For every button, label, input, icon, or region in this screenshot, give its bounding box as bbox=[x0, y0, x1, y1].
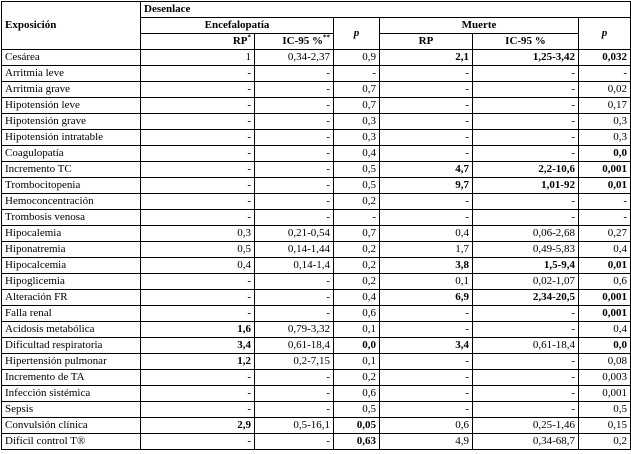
cell-ic1: 0,21-0,54 bbox=[255, 226, 334, 242]
row-label: Hipotensión grave bbox=[2, 114, 141, 130]
cell-rp2: 4,9 bbox=[380, 434, 473, 450]
cell-p1: 0,3 bbox=[334, 130, 380, 146]
cell-ic1: - bbox=[255, 98, 334, 114]
ic-footnote-mark: ** bbox=[323, 33, 330, 42]
cell-p1: 0,2 bbox=[334, 242, 380, 258]
cell-rp1: - bbox=[141, 114, 255, 130]
ic-header-1 bbox=[255, 34, 334, 50]
cell-rp1: - bbox=[141, 306, 255, 322]
cell-rp1: - bbox=[141, 66, 255, 82]
table-row bbox=[2, 322, 631, 338]
cell-rp2: - bbox=[380, 114, 473, 130]
cell-p2: 0,3 bbox=[579, 114, 631, 130]
row-label: Cesárea bbox=[2, 50, 141, 66]
cell-p1: 0,3 bbox=[334, 114, 380, 130]
cell-rp1: 0,3 bbox=[141, 226, 255, 242]
cell-ic2: 0,61-18,4 bbox=[473, 338, 579, 354]
cell-ic2: - bbox=[473, 370, 579, 386]
cell-ic2: 2,34-20,5 bbox=[473, 290, 579, 306]
cell-p1: 0,63 bbox=[334, 434, 380, 450]
cell-p1: 0,0 bbox=[334, 338, 380, 354]
cell-rp1: - bbox=[141, 386, 255, 402]
cell-ic2: 0,25-1,46 bbox=[473, 418, 579, 434]
cell-ic2: 2,2-10,6 bbox=[473, 162, 579, 178]
cell-p2: 0,6 bbox=[579, 274, 631, 290]
cell-rp1: - bbox=[141, 146, 255, 162]
cell-ic1: - bbox=[255, 274, 334, 290]
cell-p1: - bbox=[334, 210, 380, 226]
cell-ic2: 0,34-68,7 bbox=[473, 434, 579, 450]
cell-ic2: - bbox=[473, 354, 579, 370]
cell-ic1: 0,5-16,1 bbox=[255, 418, 334, 434]
cell-p2: - bbox=[579, 66, 631, 82]
cell-p2: 0,001 bbox=[579, 386, 631, 402]
cell-p1: 0,1 bbox=[334, 322, 380, 338]
cell-p2: 0,5 bbox=[579, 402, 631, 418]
cell-p2: 0,27 bbox=[579, 226, 631, 242]
row-label: Alteración FR bbox=[2, 290, 141, 306]
cell-ic1: - bbox=[255, 66, 334, 82]
cell-rp2: 0,4 bbox=[380, 226, 473, 242]
cell-p2: 0,2 bbox=[579, 434, 631, 450]
cell-p2: 0,01 bbox=[579, 258, 631, 274]
cell-ic1: - bbox=[255, 82, 334, 98]
row-label: Incremento TC bbox=[2, 162, 141, 178]
cell-p2: 0,001 bbox=[579, 162, 631, 178]
cell-p2: 0,01 bbox=[579, 178, 631, 194]
cell-ic2: - bbox=[473, 66, 579, 82]
table-row bbox=[2, 210, 631, 226]
cell-rp1: 1,2 bbox=[141, 354, 255, 370]
cell-ic2: - bbox=[473, 194, 579, 210]
cell-rp2: - bbox=[380, 210, 473, 226]
cell-ic1: - bbox=[255, 402, 334, 418]
cell-p1: 0,9 bbox=[334, 50, 380, 66]
cell-ic1: - bbox=[255, 178, 334, 194]
cell-rp2: - bbox=[380, 130, 473, 146]
cell-rp1: - bbox=[141, 82, 255, 98]
table-row bbox=[2, 50, 631, 66]
row-label: Coagulopatía bbox=[2, 146, 141, 162]
table-row bbox=[2, 290, 631, 306]
table-row bbox=[2, 114, 631, 130]
cell-rp2: 9,7 bbox=[380, 178, 473, 194]
cell-rp2: 4,7 bbox=[380, 162, 473, 178]
row-label: Hipotensión leve bbox=[2, 98, 141, 114]
row-label: Hiponatremia bbox=[2, 242, 141, 258]
cell-ic1: 0,61-18,4 bbox=[255, 338, 334, 354]
table-row bbox=[2, 274, 631, 290]
cell-ic2: - bbox=[473, 146, 579, 162]
cell-rp1: - bbox=[141, 98, 255, 114]
cell-p1: 0,5 bbox=[334, 162, 380, 178]
cell-rp2: - bbox=[380, 386, 473, 402]
cell-rp1: - bbox=[141, 290, 255, 306]
table-row bbox=[2, 98, 631, 114]
cell-ic2: 1,5-9,4 bbox=[473, 258, 579, 274]
group-muerte-header: Muerte bbox=[380, 18, 579, 34]
cell-p1: 0,7 bbox=[334, 226, 380, 242]
row-label: Trombocitopenia bbox=[2, 178, 141, 194]
cell-rp1: 3,4 bbox=[141, 338, 255, 354]
row-label: Hipocalemia bbox=[2, 226, 141, 242]
cell-ic1: 0,14-1,44 bbox=[255, 242, 334, 258]
cell-rp1: - bbox=[141, 370, 255, 386]
cell-rp2: - bbox=[380, 82, 473, 98]
cell-rp2: 6,9 bbox=[380, 290, 473, 306]
cell-ic1: - bbox=[255, 130, 334, 146]
cell-p1: 0,05 bbox=[334, 418, 380, 434]
cell-rp1: - bbox=[141, 162, 255, 178]
cell-p1: 0,4 bbox=[334, 290, 380, 306]
cell-p2: 0,4 bbox=[579, 242, 631, 258]
cell-rp1: 2,9 bbox=[141, 418, 255, 434]
ic-header-2: IC-95 % bbox=[473, 34, 579, 50]
table-row bbox=[2, 178, 631, 194]
table-body bbox=[2, 50, 631, 450]
rp-header-1 bbox=[141, 34, 255, 50]
cell-p1: 0,2 bbox=[334, 274, 380, 290]
cell-p1: 0,2 bbox=[334, 194, 380, 210]
cell-rp2: - bbox=[380, 146, 473, 162]
cell-rp1: 1,6 bbox=[141, 322, 255, 338]
row-label: Convulsión clínica bbox=[2, 418, 141, 434]
cell-ic1: - bbox=[255, 194, 334, 210]
table-row bbox=[2, 402, 631, 418]
row-label: Falla renal bbox=[2, 306, 141, 322]
cell-p2: 0,08 bbox=[579, 354, 631, 370]
cell-p2: - bbox=[579, 210, 631, 226]
row-label: Sepsis bbox=[2, 402, 141, 418]
cell-rp1: 0,5 bbox=[141, 242, 255, 258]
cell-p2: 0,001 bbox=[579, 290, 631, 306]
row-label: Dificultad respiratoria bbox=[2, 338, 141, 354]
rp-header-2: RP bbox=[380, 34, 473, 50]
row-label: Arritmia grave bbox=[2, 82, 141, 98]
outcome-header: Desenlace bbox=[141, 2, 631, 18]
table-row bbox=[2, 66, 631, 82]
cell-ic1: - bbox=[255, 434, 334, 450]
cell-p1: 0,2 bbox=[334, 370, 380, 386]
cell-ic1: 0,79-3,32 bbox=[255, 322, 334, 338]
cell-ic1: - bbox=[255, 162, 334, 178]
cell-rp2: - bbox=[380, 354, 473, 370]
cell-rp2: 0,6 bbox=[380, 418, 473, 434]
cell-p2: 0,15 bbox=[579, 418, 631, 434]
cell-rp2: - bbox=[380, 98, 473, 114]
cell-ic2: 0,02-1,07 bbox=[473, 274, 579, 290]
cell-ic1: 0,14-1,4 bbox=[255, 258, 334, 274]
row-label: Hipertensión pulmonar bbox=[2, 354, 141, 370]
cell-ic1: - bbox=[255, 306, 334, 322]
cell-rp1: - bbox=[141, 274, 255, 290]
cell-rp1: - bbox=[141, 194, 255, 210]
cell-ic1: - bbox=[255, 370, 334, 386]
row-label: Difícil control T® bbox=[2, 434, 141, 450]
cell-rp2: 3,8 bbox=[380, 258, 473, 274]
table-row bbox=[2, 226, 631, 242]
cell-p2: - bbox=[579, 194, 631, 210]
cell-ic2: - bbox=[473, 114, 579, 130]
results-table bbox=[1, 1, 631, 450]
table-row bbox=[2, 82, 631, 98]
cell-rp1: - bbox=[141, 434, 255, 450]
cell-p2: 0,0 bbox=[579, 146, 631, 162]
cell-rp2: - bbox=[380, 194, 473, 210]
cell-ic1: - bbox=[255, 146, 334, 162]
cell-rp1: 0,4 bbox=[141, 258, 255, 274]
ic-header-1-text: IC-95 % bbox=[282, 35, 323, 47]
cell-ic2: - bbox=[473, 82, 579, 98]
header-row-1 bbox=[2, 2, 631, 18]
row-label: Hipoglicemia bbox=[2, 274, 141, 290]
cell-p1: 0,2 bbox=[334, 258, 380, 274]
table-row bbox=[2, 338, 631, 354]
table-row bbox=[2, 194, 631, 210]
p-header-1: p bbox=[334, 18, 380, 50]
cell-rp1: - bbox=[141, 210, 255, 226]
cell-ic2: - bbox=[473, 306, 579, 322]
cell-p2: 0,001 bbox=[579, 306, 631, 322]
cell-rp2: 1,7 bbox=[380, 242, 473, 258]
cell-rp2: 0,1 bbox=[380, 274, 473, 290]
p-header-2: p bbox=[579, 18, 631, 50]
row-label: Hipotensión intratable bbox=[2, 130, 141, 146]
cell-rp2: - bbox=[380, 66, 473, 82]
table-row bbox=[2, 242, 631, 258]
table-row bbox=[2, 370, 631, 386]
cell-ic1: 0,2-7,15 bbox=[255, 354, 334, 370]
cell-p2: 0,003 bbox=[579, 370, 631, 386]
cell-ic2: - bbox=[473, 402, 579, 418]
table-row bbox=[2, 130, 631, 146]
row-label: Infección sistémica bbox=[2, 386, 141, 402]
cell-p2: 0,17 bbox=[579, 98, 631, 114]
cell-rp1: - bbox=[141, 178, 255, 194]
cell-p1: - bbox=[334, 66, 380, 82]
table-row bbox=[2, 386, 631, 402]
row-label: Trombosis venosa bbox=[2, 210, 141, 226]
row-label: Acidosis metabólica bbox=[2, 322, 141, 338]
cell-rp2: 2,1 bbox=[380, 50, 473, 66]
row-label: Incremento de TA bbox=[2, 370, 141, 386]
cell-p2: 0,0 bbox=[579, 338, 631, 354]
cell-ic2: - bbox=[473, 98, 579, 114]
cell-ic2: - bbox=[473, 386, 579, 402]
rp-header-1-text: RP bbox=[232, 35, 248, 47]
cell-p1: 0,4 bbox=[334, 146, 380, 162]
cell-p2: 0,4 bbox=[579, 322, 631, 338]
cell-rp2: 3,4 bbox=[380, 338, 473, 354]
cell-rp2: - bbox=[380, 370, 473, 386]
cell-p1: 0,1 bbox=[334, 354, 380, 370]
cell-rp2: - bbox=[380, 402, 473, 418]
exposure-header: Exposición bbox=[2, 2, 141, 50]
cell-ic2: 1,25-3,42 bbox=[473, 50, 579, 66]
cell-p1: 0,5 bbox=[334, 178, 380, 194]
cell-rp2: - bbox=[380, 306, 473, 322]
row-label: Arritmia leve bbox=[2, 66, 141, 82]
row-label: Hemoconcentración bbox=[2, 194, 141, 210]
cell-ic1: - bbox=[255, 114, 334, 130]
table-row bbox=[2, 434, 631, 450]
cell-ic1: 0,34-2,37 bbox=[255, 50, 334, 66]
cell-rp1: - bbox=[141, 402, 255, 418]
cell-ic2: - bbox=[473, 210, 579, 226]
table-row bbox=[2, 162, 631, 178]
rp-footnote-mark: * bbox=[247, 33, 251, 42]
cell-p1: 0,5 bbox=[334, 402, 380, 418]
cell-ic2: 0,06-2,68 bbox=[473, 226, 579, 242]
table-row bbox=[2, 258, 631, 274]
table-row bbox=[2, 146, 631, 162]
cell-rp2: - bbox=[380, 322, 473, 338]
cell-ic2: - bbox=[473, 322, 579, 338]
cell-ic1: - bbox=[255, 386, 334, 402]
table-row bbox=[2, 418, 631, 434]
cell-rp1: 1 bbox=[141, 50, 255, 66]
cell-p2: 0,02 bbox=[579, 82, 631, 98]
table-row bbox=[2, 306, 631, 322]
cell-p1: 0,6 bbox=[334, 386, 380, 402]
cell-p2: 0,032 bbox=[579, 50, 631, 66]
cell-ic1: - bbox=[255, 210, 334, 226]
cell-p1: 0,7 bbox=[334, 98, 380, 114]
cell-p2: 0,3 bbox=[579, 130, 631, 146]
group-encefalopatia-header: Encefalopatía bbox=[141, 18, 334, 34]
cell-ic2: 1,01-92 bbox=[473, 178, 579, 194]
row-label: Hipocalcemia bbox=[2, 258, 141, 274]
cell-p1: 0,6 bbox=[334, 306, 380, 322]
cell-ic1: - bbox=[255, 290, 334, 306]
cell-ic2: - bbox=[473, 130, 579, 146]
cell-rp1: - bbox=[141, 130, 255, 146]
table-row bbox=[2, 354, 631, 370]
cell-p1: 0,7 bbox=[334, 82, 380, 98]
cell-ic2: 0,49-5,83 bbox=[473, 242, 579, 258]
